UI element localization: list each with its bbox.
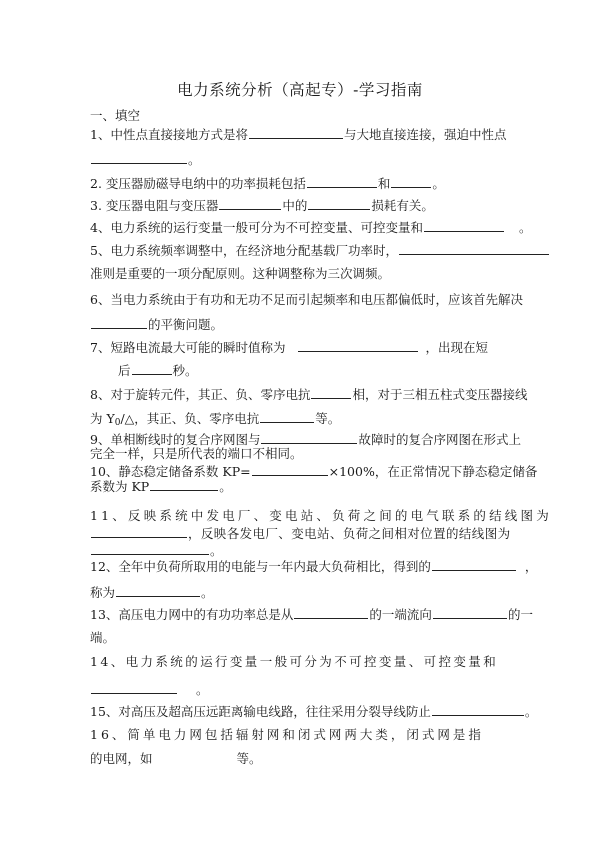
answer-blank [91, 151, 187, 164]
answer-blank [219, 197, 281, 210]
question-14-line-2: 。 [90, 681, 518, 698]
question-11-line-1: 11、反映系统中发电厂、变电站、负荷之间的电气联系的结线图为 [90, 508, 552, 523]
answer-blank [260, 410, 314, 423]
page-title: 电力系统分析（高起专）-学习指南 [177, 81, 423, 99]
answer-blank [424, 219, 504, 232]
question-10-line-1: 10、静态稳定储备系数 KP= ×100%，在正常情况下静态稳定储备 [90, 464, 538, 479]
answer-blank [252, 463, 328, 476]
question-12-line-1: 12、全年中负荷所取用的电能与一年内最大负荷相比，得到的 ， [90, 559, 538, 574]
answer-blank [294, 606, 368, 619]
question-11-line-3: 。 [90, 542, 518, 559]
question-8-line-2: 为 $Y_0/\triangle$，其正、负、零序电抗 等。 [90, 411, 341, 428]
answer-blank [132, 362, 172, 375]
answer-blank [308, 197, 370, 210]
question-1-line-2: 。 [90, 151, 518, 168]
question-6-line-1: 6、当电力系统由于有功和无功不足而引起频率和电压都偏低时，应该首先解决 [90, 292, 523, 307]
question-8-line-1: 8、对于旋转元件，其正、负、零序电抗 相，对于三相五柱式变压器接线 [90, 387, 528, 402]
question-7-line-1: 7、短路电流最大可能的瞬时值称为 ，出现在短 [90, 340, 488, 355]
question-2: 2. 变压器励磁导电纳中的功率损耗包括 和 。 [90, 176, 445, 191]
question-4: 4、电力系统的运行变量一般可分为不可控变量、可控变量和 。 [90, 220, 532, 235]
question-13-line-1: 13、高压电力网中的有功功率总是从 的一端流向 的一 [90, 607, 533, 622]
answer-blank [261, 431, 357, 444]
question-5-line-1: 5、电力系统频率调整中，在经济地分配基载厂功率时， [90, 242, 518, 259]
answer-blank [91, 316, 147, 329]
answer-blank [249, 126, 343, 139]
question-9-line-1: 9、单相断线时的复合序网图与 故障时的复合序网图在形式上 [90, 432, 521, 447]
question-16-line-2: 的电网，如 等。 [90, 751, 262, 766]
answer-blank [116, 584, 200, 597]
answer-blank [91, 525, 187, 538]
answer-blank [433, 606, 507, 619]
question-13-line-2: 端。 [90, 630, 116, 645]
question-9-line-2: 完全一样，只是所代表的端口不相同。 [90, 446, 303, 461]
answer-blank [91, 542, 209, 555]
question-7-line-2: 后 秒。 [118, 363, 198, 378]
answer-blank [311, 386, 351, 399]
answer-blank [399, 242, 549, 255]
question-1-line-1: 1、中性点直接接地方式是将 与大地直接连接，强迫中性点 [90, 127, 507, 142]
question-10-line-2: 系数为 KP 。 [90, 479, 232, 494]
answer-blank [391, 175, 431, 188]
answer-blank [432, 558, 516, 571]
question-11-line-2: ，反映各发电厂、变电站、负荷之间相对位置的结线图为 [90, 525, 518, 542]
question-14-line-1: 14、电力系统的运行变量一般可分为不可控变量、可控变量和 [90, 654, 499, 669]
question-6-line-2: 的平衡问题。 [90, 316, 518, 333]
question-5-line-2: 准则是重要的一项分配原则。这种调整称为三次调频。 [90, 266, 391, 281]
answer-blank [91, 681, 177, 694]
answer-blank [298, 339, 418, 352]
answer-blank [307, 175, 377, 188]
question-15: 15、对高压及超高压远距离输电线路，往往采用分裂导线防止 。 [90, 704, 538, 719]
question-3: 3. 变压器电阻与变压器 中的 损耗有关。 [90, 198, 434, 213]
question-16-line-1: 16、简单电力网包括辐射网和闭式网两大类，闭式网是指 [90, 727, 484, 742]
answer-blank [150, 478, 218, 491]
section-heading: 一、填空 [90, 108, 141, 123]
answer-blank [432, 703, 524, 716]
question-12-line-2: 称为 。 [90, 585, 214, 600]
